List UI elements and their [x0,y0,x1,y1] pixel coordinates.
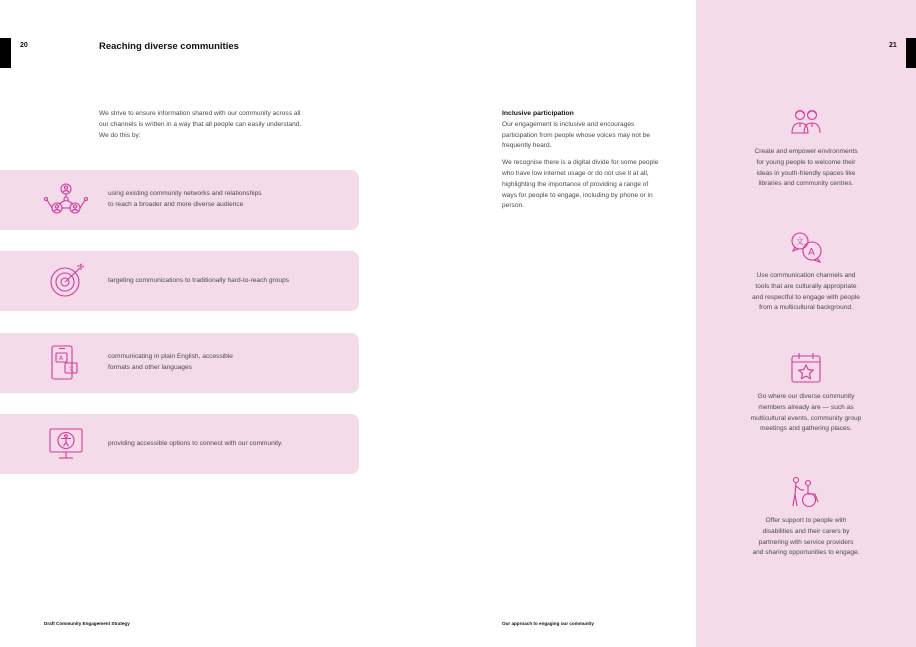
section-paragraph-2: We recognise there is a digital divide for some people who have low internet usage or do not use it at all, highlighting the importance of providing a range of ways for people to engage, including by phone or in person. [502,159,659,210]
young-people-icon [788,107,824,139]
intro-paragraph: We strive to ensure information shared with our community across all our channels is written in a way that all people can easily understand. We do this by: [99,110,302,139]
page-tab-right [906,38,916,68]
target-icon [44,263,88,299]
phone-translate-icon [44,345,88,381]
panel-item-text: Create and empower environments for young people to welcome their ideas in youth-friendly spaces like libraries and community centres. [754,148,858,188]
section-heading: Inclusive participation [502,110,574,117]
panel-item-young-people [696,107,916,190]
calendar-star-icon [788,352,824,384]
wheelchair-carer-icon [788,476,824,508]
panel-item-events [696,352,916,435]
footer-left: Draft Community Engagement Strategy [44,621,130,626]
inclusive-participation-section [502,109,662,218]
accessibility-monitor-icon [44,426,88,462]
translation-bubbles-icon [788,231,824,263]
svg-text:A: A [59,355,64,362]
panel-item-multicultural [696,231,916,314]
panel-item-text: Use communication channels and tools that are culturally appropriate and respectful to engage with people from a multicultural background. [752,272,860,312]
panel-item-text: Offer support to people with disabilities and their carers by partnering with service providers and sharing opportunities to engage. [752,517,860,557]
card-accessible-options [0,414,359,474]
network-people-icon [44,182,88,218]
card-networks [0,170,359,230]
card-plain-english [0,333,359,393]
card-text: communicating in plain English, accessible formats and other languages [108,353,233,371]
page-tab-left [0,38,11,68]
page-number-left: 20 [20,42,28,49]
card-targeting [0,251,359,311]
footer-right: Our approach to engaging our community [502,621,594,626]
card-text: providing accessible options to connect with our community. [108,439,283,447]
page-title: Reaching diverse communities [99,41,239,52]
section-paragraph-1: Our engagement is inclusive and encourages participation from people whose voices may not be frequently heard. [502,120,651,150]
svg-text:文: 文 [796,237,804,246]
page-number-right: 21 [889,42,897,49]
panel-item-text: Go where our diverse community members already are — such as multicultural events, community group meetings and gathering places. [750,393,862,433]
card-text: targeting communications to traditionally hard-to-reach groups [108,276,290,284]
panel-item-disability [696,476,916,559]
card-text: using existing community networks and relationships to reach a broader and more diverse audience [108,190,262,208]
svg-text:A: A [808,247,815,258]
right-panel [696,0,916,647]
svg-text:文: 文 [68,366,75,373]
